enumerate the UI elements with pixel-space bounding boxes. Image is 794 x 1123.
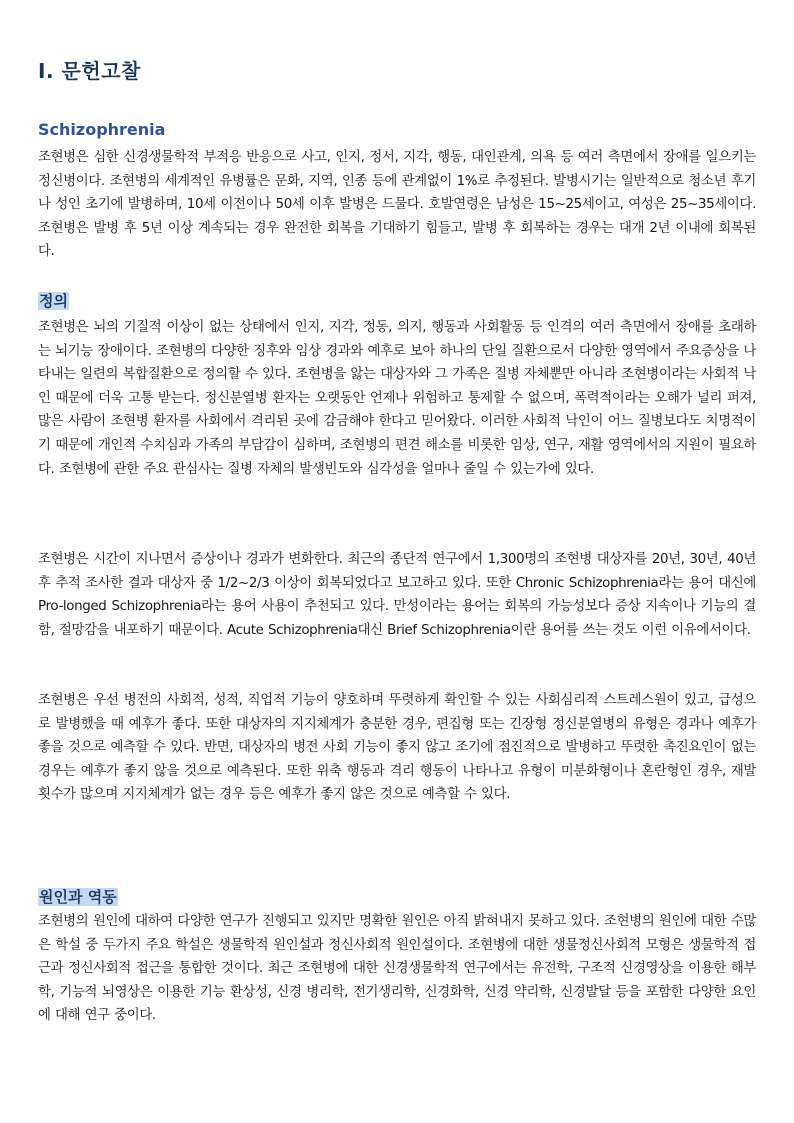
definition-paragraph-3: 조현병은 우선 병전의 사회적, 성적, 직업적 기능이 양호하며 뚜렷하게 확인할 수 있는 사회심리적 스트레스원이 있고, 급성으로 발병했을 때 예후가 좋다. 또한 대상자의 지지체계가 충분한 경우, 편집형 또는 긴장형 정신분열병의 유형은 경과나 예후가 좋을 것으로 예측할 수 있다. 반면, 대상자의 병전 사회 기능이 좋지 않고 조기에 점진적으로 발병하고 뚜렷한 촉진요인이 없는 경우는 예후가 좋지 않을 것으로 예측된다. 또한 위축 행동과 격리 행동이 나타나고 유형이 미분화형이나 혼란형인 경우, 재발횟수가 많으며 지지체계가 없는 경우 등은 예후가 좋지 않은 것으로 예측할 수 있다. [38,693,756,803]
section-title-definition-text: 정의 [39,292,68,310]
section-title-causes-text: 원인과 역동 [39,888,117,906]
section-title-causes [38,886,118,907]
schizophrenia-paragraph: 조현병은 심한 신경생물학적 부적응 반응으로 사고, 인지, 정서, 지각, 행동, 대인관계, 의욕 등 여러 측면에서 장애를 일으키는 정신병이다. 조현병의 세계적인 유병률은 문화, 지역, 인종 등에 관계없이 1%로 추정된다. 발병시기는 일반적으로 청소년 후기나 성인 초기에 발병하며, 10세 이전이나 50세 이후 발병은 드물다. 호발연령은 남성은 15~25세이고, 여성은 25~35세이다. 조현병은 발병 후 5년 이상 계속되는 경우 완전한 회복을 기대하기 힘들고, 발병 후 회복하는 경우는 대개 2년 이내에 회복된다. [38,150,756,260]
definition-paragraph-2: 조현병은 시간이 지나면서 증상이나 경과가 변화한다. 최근의 종단적 연구에서 1,300명의 조현병 대상자를 20년, 30년, 40년 후 추적 조사한 결과 대상자 중 1/2~2/3 이상이 회복되었다고 보고하고 있다. 또한 Chronic Schizophrenia라는 용어 대신에 Pro-longed Schizophrenia라는 용어 사용이 추천되고 있다. 만성이라는 용어는 회복의 가능성보다 증상 지속이나 기능의 결함, 절망감을 내포하기 때문이다. Acute Schizophrenia대신 Brief Schizophrenia이란 용어를 쓰는 것도 이런 이유에서이다. [38,552,756,638]
causes-paragraph: 조현병의 원인에 대하여 다양한 연구가 진행되고 있지만 명확한 원인은 아직 밝혀내지 못하고 있다. 조현병의 원인에 대한 수많은 학설 중 두가지 주요 학설은 생물학적 원인설과 정신사회적 원인설이다. 조현병에 대한 생물정신사회적 모형은 생물학적 접근과 정신사회적 접근을 통합한 것이다. 최근 조현병에 대한 신경생물학적 연구에서는 유전학, 구조적 신경영상을 이용한 해부학, 기능적 뇌영상은 이용한 기능 환상성, 신경 병리학, 전기생리학, 신경화학, 신경 약리학, 신경발달 등을 포함한 다양한 요인에 대해 연구 중이다. [38,914,756,1024]
section-title-definition [38,290,69,311]
chapter-title: Ⅰ. 문헌고찰 [38,59,141,83]
section-title-schizophrenia: Schizophrenia [38,120,166,139]
definition-paragraph-1: 조현병은 뇌의 기질적 이상이 없는 상태에서 인지, 지각, 정동, 의지, 행동과 사회활동 등 인격의 여러 측면에서 장애를 초래하는 뇌기능 장애이다. 조현병의 다양한 징후와 임상 경과와 예후로 보아 하나의 단일 질환으로서 다양한 영역에서 주요증상을 나타내는 일련의 복합질환으로 정의할 수 있다. 조현병을 앓는 대상자와 그 가족은 질병 자체뿐만 아니라 조현병이라는 사회적 낙인 때문에 더욱 고통 받는다. 정신분열병 환자는 오랫동안 언제나 위험하고 통제할 수 없으며, 폭력적이라는 오해가 널리 퍼져, 많은 사람이 조현병 환자를 사회에서 격리된 곳에 감금해야 한다고 믿어왔다. 이러한 사회적 낙인이 어느 질병보다도 치명적이기 때문에 개인적 수치심과 가족의 부담감이 심하며, 조현병의 편견 해소를 비롯한 임상, 연구, 재활 영역에서의 지원이 필요하다. 조현병에 관한 주요 관심사는 질병 자체의 발생빈도와 심각성을 얼마나 줄일 수 있는가에 있다. [38,320,756,477]
